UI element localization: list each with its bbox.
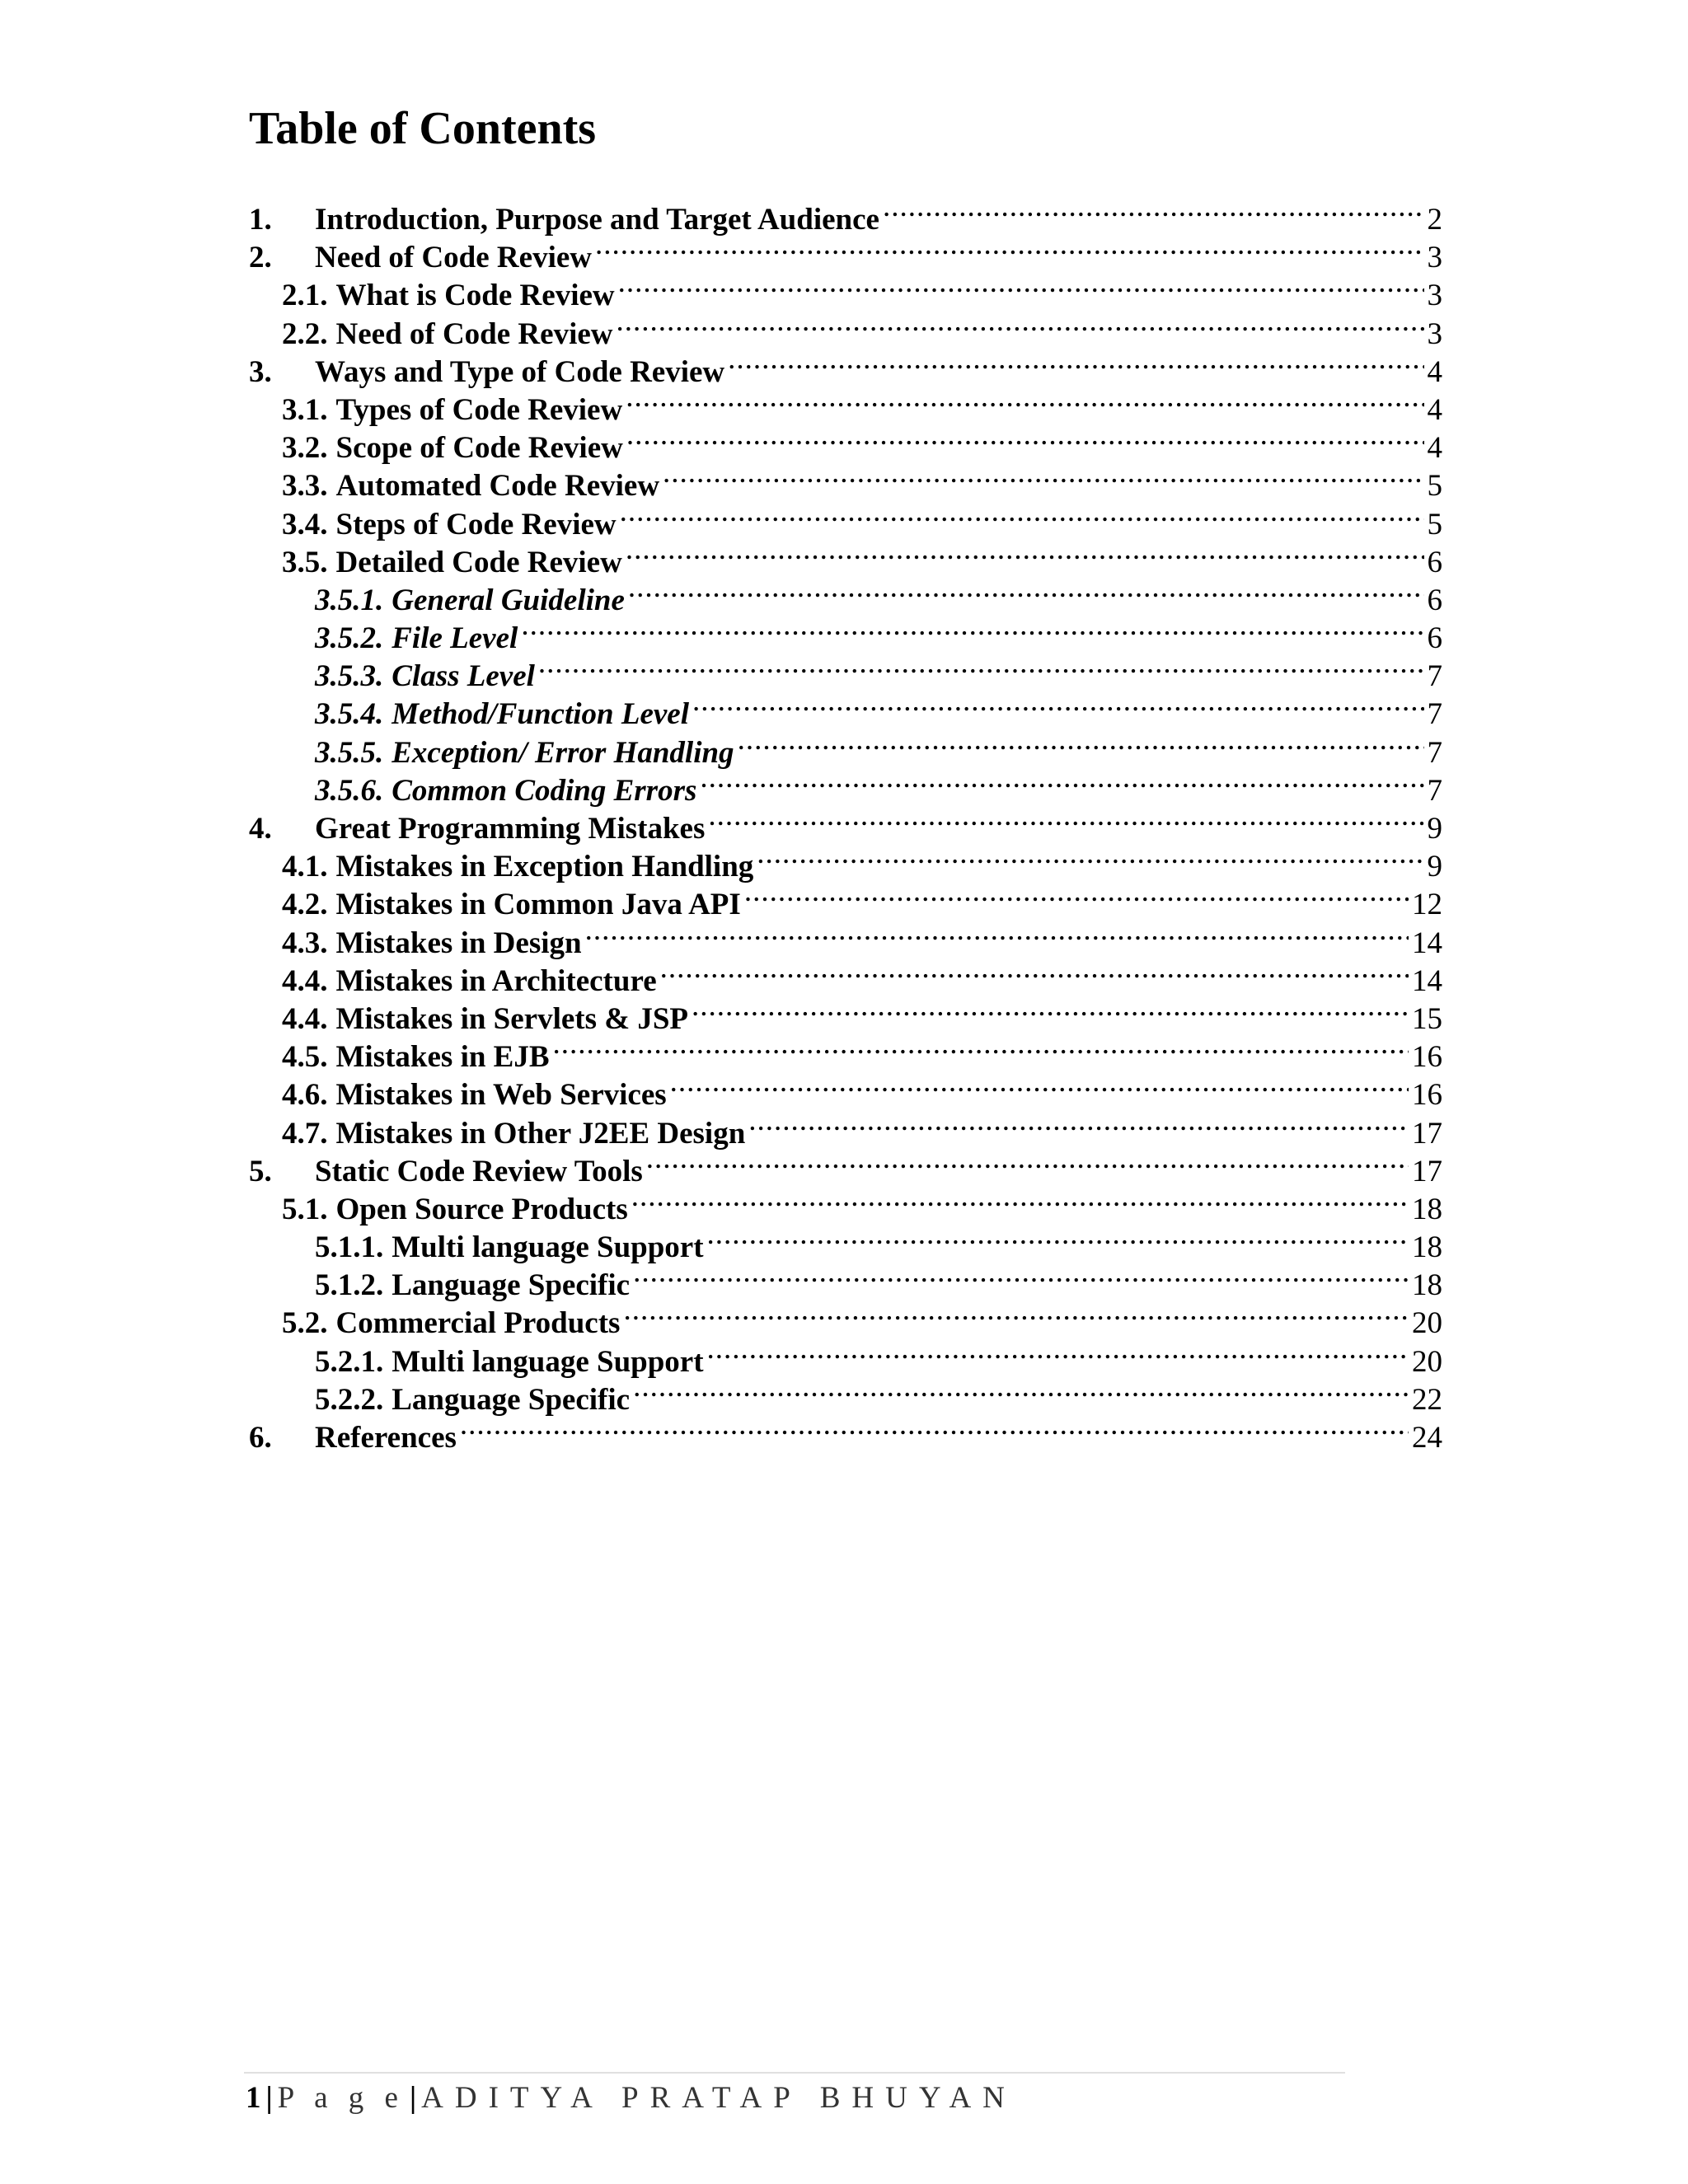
toc-dot-leader (538, 648, 1424, 686)
toc-dot-leader (595, 229, 1424, 267)
toc-entry-page: 3 (1427, 279, 1442, 313)
toc-entry-title: Mistakes in Architecture (335, 963, 657, 998)
toc-dot-leader (633, 1257, 1409, 1295)
toc-entry-number: 3.5.1. (315, 583, 384, 617)
toc-entry-page: 4 (1427, 392, 1442, 427)
toc-entry-page: 7 (1427, 697, 1442, 732)
toc-entry-title: Static Code Review Tools (315, 1154, 643, 1188)
toc-entry-number: 3.4. (282, 507, 328, 541)
toc-entry-title: Open Source Products (335, 1192, 628, 1226)
toc-entry-number: 2.2. (282, 316, 328, 351)
toc-entry-title: Language Specific (392, 1382, 631, 1417)
toc-entry-title: Language Specific (392, 1268, 631, 1303)
toc-entry-page: 4 (1427, 431, 1442, 466)
toc-entry-number: 3.5. (282, 545, 328, 579)
toc-dot-leader (585, 915, 1409, 953)
toc-entry-page: 14 (1412, 926, 1442, 960)
toc-entry-title: Ways and Type of Code Review (315, 354, 725, 389)
toc-dot-leader (623, 1295, 1409, 1333)
toc-entry-title: Great Programming Mistakes (315, 812, 706, 846)
toc-entry-page: 12 (1412, 888, 1442, 922)
toc-dot-leader (748, 1105, 1409, 1143)
toc-entry-page: 15 (1412, 1001, 1442, 1036)
toc-entry-number: 3. (249, 354, 272, 389)
toc-entry-number: 2.1. (282, 279, 328, 313)
toc-entry-number: 5. (249, 1154, 272, 1188)
toc-entry-page: 6 (1427, 621, 1442, 656)
toc-dot-leader (660, 953, 1409, 991)
toc-entry-title: Method/Function Level (392, 697, 689, 732)
toc-entry-page: 20 (1412, 1306, 1442, 1341)
toc-entry-number: 4.4. (282, 1001, 328, 1036)
toc-entry-page: 16 (1412, 1078, 1442, 1113)
toc-entry-number: 3.5.6. (315, 773, 384, 808)
page-footer (246, 2079, 1016, 2118)
toc-entry-page: 6 (1427, 545, 1442, 579)
toc-entry-number: 5.2.1. (315, 1344, 384, 1379)
toc-dot-leader (618, 267, 1424, 305)
toc-entry-title: Mistakes in Web Services (335, 1078, 667, 1113)
toc-entry-title: Introduction, Purpose and Target Audience (315, 203, 879, 237)
toc-entry-title: Automated Code Review (335, 469, 660, 504)
toc-entry-title: Commercial Products (335, 1306, 621, 1341)
toc-entry-page: 3 (1427, 316, 1442, 351)
toc-entry-page: 18 (1412, 1230, 1442, 1265)
toc-dot-leader (663, 457, 1423, 495)
toc-entry-page: 22 (1412, 1382, 1442, 1417)
toc-entry-number: 5.1. (282, 1192, 328, 1226)
toc-entry-number: 5.2. (282, 1306, 328, 1341)
toc-entry-page: 18 (1412, 1268, 1442, 1303)
toc-entry-title: Multi language Support (392, 1344, 704, 1379)
toc-entry-page: 5 (1427, 469, 1442, 504)
toc-dot-leader (553, 1029, 1409, 1066)
footer-separator: | (265, 2081, 273, 2115)
toc-entry-number: 3.2. (282, 431, 328, 466)
toc-entry-page: 9 (1427, 812, 1442, 846)
toc-entry-page: 16 (1412, 1040, 1442, 1075)
toc-entry-title: Mistakes in Servlets & JSP (335, 1001, 689, 1036)
toc-entry-page: 17 (1412, 1154, 1442, 1188)
toc-entry-title: Class Level (392, 659, 535, 694)
toc-entry-title: Multi language Support (392, 1230, 704, 1265)
toc-dot-leader (617, 306, 1424, 344)
toc-entry-title: Common Coding Errors (392, 773, 697, 808)
toc-entry-title: Mistakes in EJB (335, 1040, 550, 1075)
toc-dot-leader (728, 344, 1423, 382)
toc-entry-page: 6 (1427, 583, 1442, 617)
toc-entry-title: Detailed Code Review (335, 545, 622, 579)
toc-entry-number: 5.1.2. (315, 1268, 384, 1303)
toc-entry-title: Scope of Code Review (335, 431, 623, 466)
toc-dot-leader (626, 534, 1424, 572)
toc-dot-leader (692, 991, 1409, 1029)
toc-entry-number: 3.5.4. (315, 697, 384, 732)
toc-entry[interactable] (249, 191, 1442, 237)
toc-entry-number: 4.6. (282, 1078, 328, 1113)
toc-entry-page: 18 (1412, 1192, 1442, 1226)
toc-dot-leader (708, 800, 1423, 838)
toc-entry-number: 4.5. (282, 1040, 328, 1075)
footer-page-label: P a g e (277, 2081, 405, 2115)
toc-dot-leader (633, 1371, 1409, 1409)
page-title: Table of Contents (249, 103, 597, 154)
toc-entry-title: Mistakes in Common Java API (335, 888, 741, 922)
toc-entry-page: 20 (1412, 1344, 1442, 1379)
toc-dot-leader (757, 838, 1423, 876)
toc-entry-title: Mistakes in Exception Handling (335, 850, 754, 884)
toc-dot-leader (692, 686, 1424, 724)
toc-entry-page: 9 (1427, 850, 1442, 884)
toc-entry-page: 7 (1427, 659, 1442, 694)
footer-page-number: 1 (246, 2081, 261, 2115)
toc-entry-page: 7 (1427, 773, 1442, 808)
toc-entry-number: 4.7. (282, 1116, 328, 1151)
toc-entry-page: 4 (1427, 354, 1442, 389)
toc-entry-page: 2 (1427, 203, 1442, 237)
toc-entry-title: Types of Code Review (335, 392, 623, 427)
toc-entry-number: 4.2. (282, 888, 328, 922)
toc-dot-leader (707, 1219, 1409, 1257)
toc-dot-leader (460, 1409, 1409, 1447)
toc-entry-number: 3.5.2. (315, 621, 384, 656)
toc-entry-number: 5.1.1. (315, 1230, 384, 1265)
table-of-contents (249, 191, 1442, 1455)
toc-entry-page: 24 (1412, 1421, 1442, 1455)
toc-entry-number: 3.1. (282, 392, 328, 427)
toc-entry-number: 3.5.3. (315, 659, 384, 694)
toc-entry-number: 4.1. (282, 850, 328, 884)
toc-entry-title: Mistakes in Design (335, 926, 582, 960)
toc-entry-title: Steps of Code Review (335, 507, 617, 541)
toc-entry-page: 7 (1427, 735, 1442, 770)
toc-entry-number: 4.3. (282, 926, 328, 960)
toc-dot-leader (646, 1143, 1409, 1181)
toc-entry-title: References (315, 1421, 457, 1455)
toc-entry-page: 5 (1427, 507, 1442, 541)
footer-separator-2: | (409, 2081, 417, 2115)
toc-entry-number: 4.4. (282, 963, 328, 998)
toc-entry-title: File Level (392, 621, 518, 656)
footer-divider (244, 2072, 1345, 2074)
toc-entry-title: Need of Code Review (335, 316, 613, 351)
toc-dot-leader (631, 1181, 1409, 1219)
toc-entry-number: 2. (249, 241, 272, 275)
toc-dot-leader (626, 419, 1424, 457)
toc-entry-title: Mistakes in Other J2EE Design (335, 1116, 746, 1151)
toc-entry-number: 3.3. (282, 469, 328, 504)
toc-dot-leader (620, 496, 1424, 534)
toc-dot-leader (700, 762, 1423, 800)
toc-entry-number: 4. (249, 812, 272, 846)
toc-entry-page: 3 (1427, 241, 1442, 275)
toc-dot-leader (521, 610, 1423, 648)
toc-dot-leader (707, 1333, 1409, 1371)
toc-entry-page: 14 (1412, 963, 1442, 998)
toc-entry-title: Need of Code Review (315, 241, 592, 275)
toc-dot-leader (670, 1066, 1409, 1104)
toc-entry-number: 1. (249, 203, 272, 237)
toc-entry-title: General Guideline (392, 583, 625, 617)
toc-entry-number: 3.5.5. (315, 735, 384, 770)
footer-author: ADITYA PRATAP BHUYAN (421, 2081, 1016, 2115)
toc-dot-leader (626, 382, 1423, 419)
toc-dot-leader (744, 876, 1409, 914)
toc-dot-leader (628, 572, 1424, 610)
toc-entry-title: What is Code Review (335, 279, 615, 313)
toc-entry-number: 5.2.2. (315, 1382, 384, 1417)
toc-entry-title: Exception/ Error Handling (392, 735, 734, 770)
toc-entry-page: 17 (1412, 1116, 1442, 1151)
toc-entry-number: 6. (249, 1421, 272, 1455)
toc-dot-leader (738, 724, 1424, 762)
toc-dot-leader (883, 191, 1424, 229)
